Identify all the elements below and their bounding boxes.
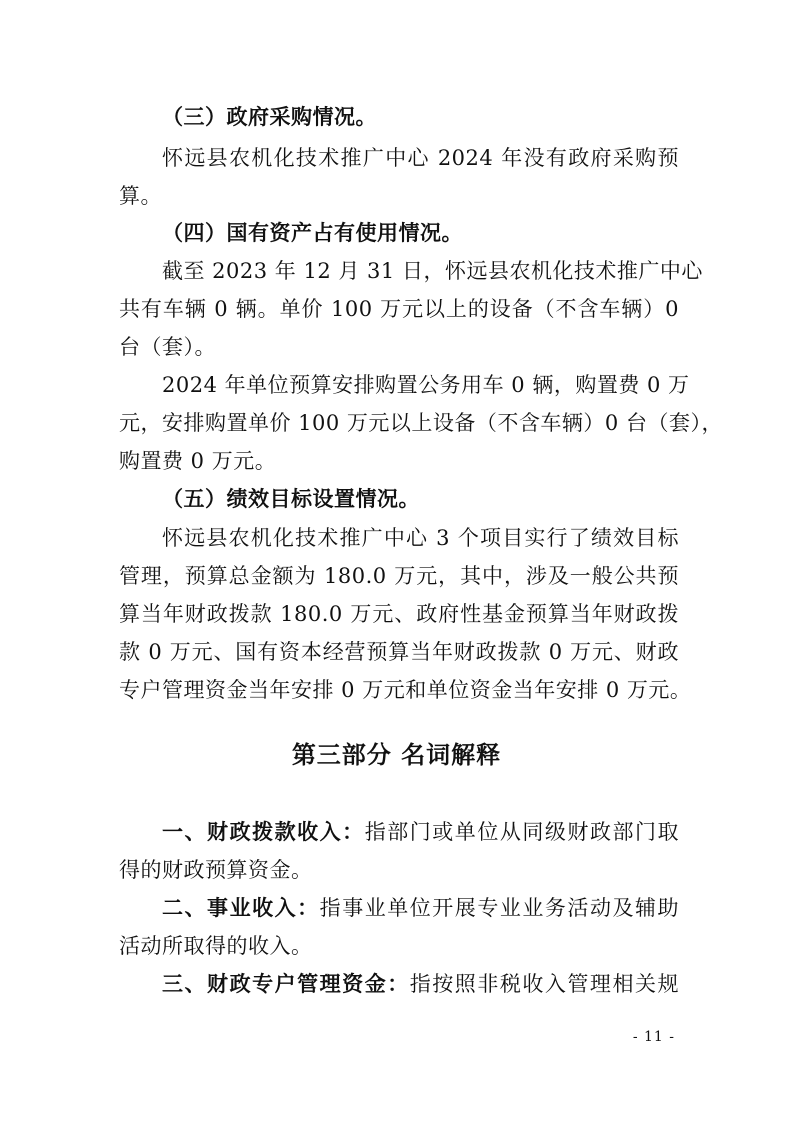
paragraph-performance-line: 管理，预算总金额为 180.0 万元，其中，涉及一般公共预 — [119, 564, 679, 588]
definition-line: 活动所取得的收入。 — [119, 934, 313, 958]
definition-line: 得的财政预算资金。 — [119, 858, 313, 882]
definition-term: 三、财政专户管理资金： — [162, 972, 410, 996]
definition-line — [162, 893, 679, 923]
paragraph-assets-line: 2024 年单位预算安排购置公务用车 0 辆，购置费 0 万 — [162, 373, 690, 397]
heading-assets: （四）国有资产占有使用情况。 — [162, 221, 463, 245]
part-three-title: 第三部分 名词解释 — [291, 741, 502, 769]
paragraph-assets-line: 元，安排购置单价 100 万元以上设备（不含车辆）0 台（套）， — [119, 411, 723, 435]
paragraph-performance-line: 怀远县农机化技术推广中心 3 个项目实行了绩效目标 — [162, 526, 679, 550]
definition-text: 指事业单位开展专业业务活动及辅助 — [319, 896, 680, 920]
paragraph-assets-line: 购置费 0 万元。 — [119, 449, 277, 473]
paragraph-assets-line: 台（套）。 — [119, 335, 216, 359]
definition-text: 指部门或单位从同级财政部门取 — [364, 820, 680, 844]
definition-text: 指按照非税收入管理相关规 — [409, 972, 679, 996]
heading-performance: （五）绩效目标设置情况。 — [162, 487, 420, 511]
paragraph-performance-line: 款 0 万元、国有资本经营预算当年财政拨款 0 万元、财政 — [119, 640, 679, 664]
paragraph-procurement-line: 怀远县农机化技术推广中心 2024 年没有政府采购预 — [162, 146, 679, 170]
definition-term: 二、事业收入： — [162, 896, 320, 920]
page-number: - 11 - — [632, 1029, 675, 1045]
paragraph-performance-line: 专户管理资金当年安排 0 万元和单位资金当年安排 0 万元。 — [119, 678, 692, 702]
heading-procurement: （三）政府采购情况。 — [162, 105, 377, 129]
paragraph-assets-line: 共有车辆 0 辆。单价 100 万元以上的设备（不含车辆）0 — [119, 297, 679, 321]
paragraph-assets-line: 截至 2023 年 12 月 31 日，怀远县农机化技术推广中心 — [162, 259, 703, 283]
definition-line — [162, 969, 679, 999]
paragraph-procurement-line: 算。 — [119, 184, 162, 208]
paragraph-performance-line: 算当年财政拨款 180.0 万元、政府性基金预算当年财政拨 — [119, 602, 679, 626]
definition-line — [162, 817, 679, 847]
definition-term: 一、财政拨款收入： — [162, 820, 365, 844]
